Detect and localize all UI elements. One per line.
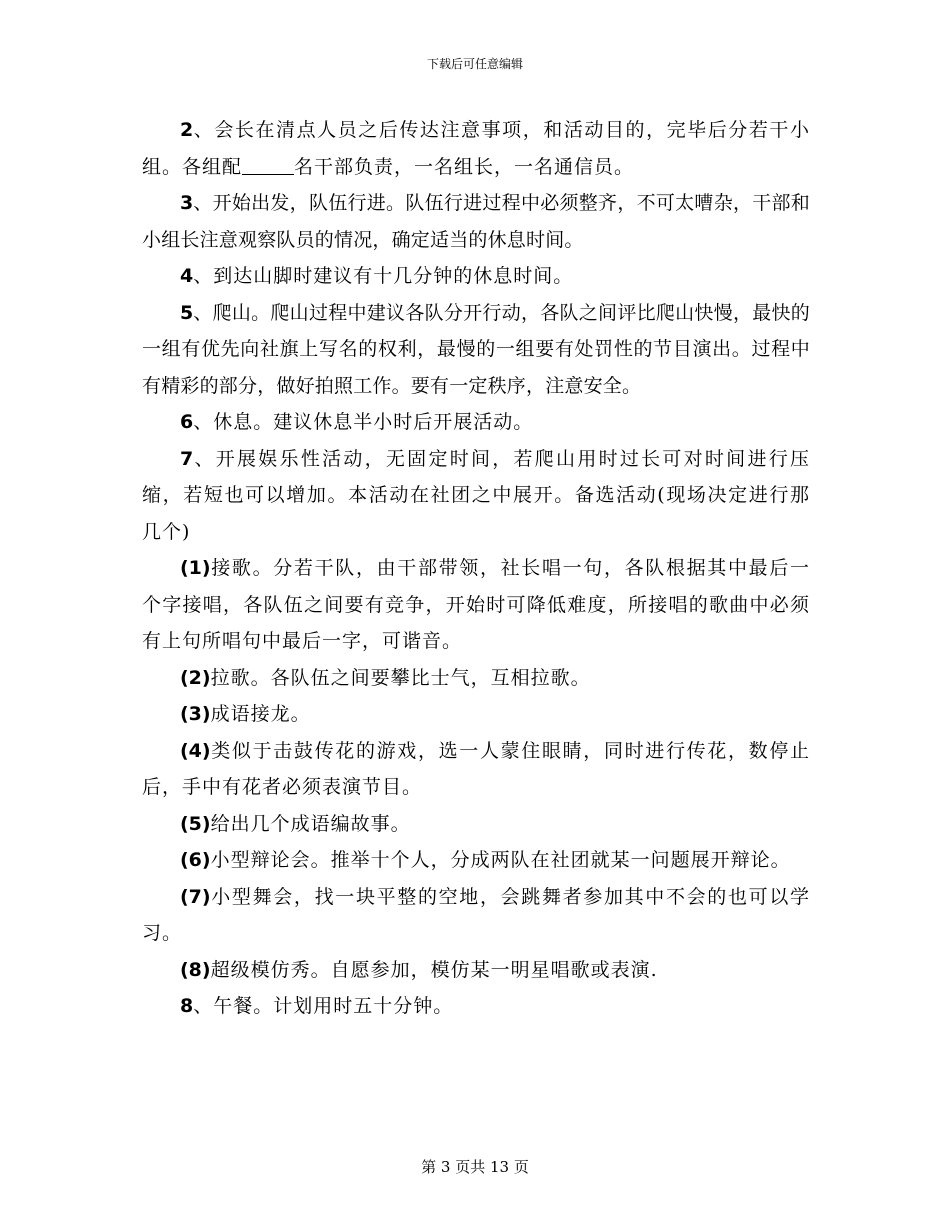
paragraph-text: 超级模仿秀。自愿参加，模仿某一明星唱歌或表演. <box>210 958 658 981</box>
paragraph-text: 、会长在清点人员之后传达注意事项，和活动目的，完毕后分若干小组。各组配 <box>142 119 810 178</box>
step-number: 4 <box>180 265 194 287</box>
paragraph-activity-4 <box>142 733 810 806</box>
paragraph-text: 、开始出发，队伍行进。队伍行进过程中必须整齐，不可太嘈杂，干部和小组长注意观察队员的情况，确定适当的休息时间。 <box>142 192 810 251</box>
activity-number: (6) <box>180 849 211 871</box>
paragraph-activity-2 <box>142 660 810 697</box>
paragraph-text: 、到达山脚时建议有十几分钟的休息时间。 <box>193 265 574 287</box>
activity-number: (7) <box>180 885 211 908</box>
paragraph-text: 、开展娱乐性活动，无固定时间，若爬山用时过长可对时间进行压缩，若短也可以增加。本活动在社团之中展开。备选活动(现场决定进行那几个) <box>142 447 810 543</box>
paragraph-text: 名干部负责，一名组长，一名通信员。 <box>294 155 635 178</box>
activity-number: (2) <box>180 666 211 689</box>
paragraph-text: 小型舞会，找一块平整的空地，会跳舞者参加其中不会的也可以学习。 <box>142 885 810 944</box>
paragraph-text: 、爬山。爬山过程中建议各队分开行动，各队之间评比爬山快慢，最快的一组有优先向社旗上写名的权利，最慢的一组要有处罚性的节目演出。过程中有精彩的部分，做好拍照工作。要有一定秩序，注意安全。 <box>142 301 810 397</box>
fill-in-blank <box>242 156 294 175</box>
page-header-note: 下载后可任意编辑 <box>426 57 523 71</box>
paragraph-activity-5 <box>142 806 810 843</box>
paragraph-text: 小型辩论会。推举十个人，分成两队在社团就某一问题展开辩论。 <box>210 849 791 871</box>
paragraph-step-6 <box>142 404 810 441</box>
paragraph-text: 、休息。建议休息半小时后开展活动。 <box>193 411 534 433</box>
paragraph-step-2 <box>142 112 810 185</box>
paragraph-text: 接歌。分若干队，由干部带领，社长唱一句，各队根据其中最后一个字接唱，各队伍之间要有竞争，开始时可降低难度，所接唱的歌曲中必须有上句所唱句中最后一字，可谐音。 <box>142 557 810 652</box>
paragraph-text: 拉歌。各队伍之间要攀比士气，互相拉歌。 <box>210 666 591 689</box>
activity-number: (5) <box>180 812 211 835</box>
paragraph-activity-1 <box>142 550 810 660</box>
activity-number: (4) <box>180 739 211 762</box>
paragraph-text: 成语接龙。 <box>210 703 311 725</box>
step-number: 3 <box>180 192 194 214</box>
paragraph-step-4 <box>142 258 810 295</box>
paragraph-step-7 <box>142 441 810 551</box>
paragraph-text: 、午餐。计划用时五十分钟。 <box>193 995 454 1017</box>
paragraph-activity-7 <box>142 879 810 952</box>
paragraph-step-3 <box>142 185 810 258</box>
activity-number: (1) <box>180 557 211 579</box>
activity-number: (3) <box>180 703 211 725</box>
page-number-footer: 第 3 页共 13 页 <box>421 1158 529 1176</box>
paragraph-activity-8 <box>142 952 810 989</box>
activity-number: (8) <box>180 958 211 981</box>
paragraph-text: 给出几个成语编故事。 <box>210 812 411 835</box>
paragraph-activity-3 <box>142 696 810 733</box>
paragraph-activity-6 <box>142 842 810 879</box>
step-number: 5 <box>180 301 194 324</box>
step-number: 6 <box>180 411 194 433</box>
step-number: 2 <box>180 119 194 141</box>
step-number: 7 <box>180 447 194 470</box>
step-number: 8 <box>180 995 194 1017</box>
paragraph-step-5 <box>142 295 810 405</box>
document-body <box>142 112 810 1025</box>
paragraph-step-8 <box>142 988 810 1025</box>
paragraph-text: 类似于击鼓传花的游戏，选一人蒙住眼睛，同时进行传花，数停止后，手中有花者必须表演节目。 <box>142 739 810 798</box>
